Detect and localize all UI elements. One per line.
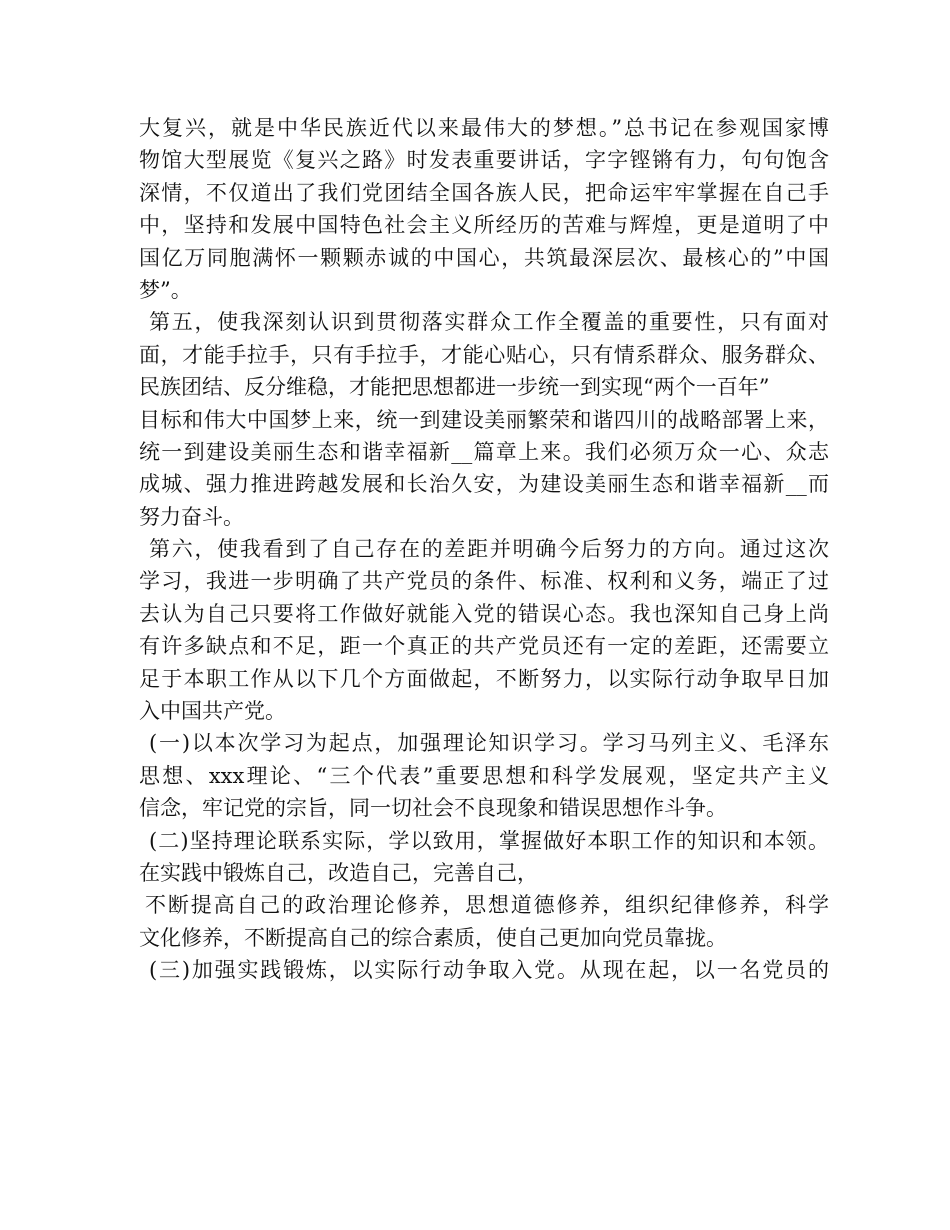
text-line: 中，坚持和发展中国特色社会主义所经历的苦难与辉煌，更是道明了中 bbox=[139, 213, 829, 238]
paragraph-start-line: 不断提高自己的政治理论修养，思想道德修养，组织纪律修养，科学 bbox=[145, 893, 829, 918]
text-line: 思想、xxx理论、“三个代表”重要思想和科学发展观，坚定共产主义 bbox=[139, 763, 829, 788]
text-line: 物馆大型展览《复兴之路》时发表重要讲话，字字铿锵有力，句句饱含 bbox=[139, 148, 829, 173]
paragraph-start-line: (二)坚持理论联系实际，学以致用，掌握做好本职工作的知识和本领。 bbox=[149, 828, 829, 853]
text-line: 在实践中锻炼自己，改造自己，完善自己， bbox=[139, 860, 538, 885]
text-line: 大复兴，就是中华民族近代以来最伟大的梦想。”总书记在参观国家博 bbox=[139, 116, 829, 140]
paragraph-start-line: (一)以本次学习为起点，加强理论知识学习。学习马列主义、毛泽东 bbox=[149, 731, 829, 756]
text-line: 有许多缺点和不足，距一个真正的共产党员还有一定的差距，还需要立 bbox=[139, 634, 829, 659]
text-line: 国亿万同胞满怀一颗颗赤诚的中国心，共筑最深层次、最核心的”中国 bbox=[139, 245, 829, 270]
text-line: 信念，牢记党的宗旨，同一切社会不良现象和错误思想作斗争。 bbox=[139, 796, 727, 821]
text-line: 民族团结、反分维稳，才能把思想都进一步统一到实现“两个一百年” bbox=[139, 375, 770, 400]
paragraph-start-line: (三)加强实践锻炼，以实际行动争取入党。从现在起，以一名党员的 bbox=[149, 958, 829, 983]
text-line: 努力奋斗。 bbox=[139, 504, 244, 529]
text-line: 目标和伟大中国梦上来，统一到建设美丽繁荣和谐四川的战略部署上来， bbox=[139, 407, 829, 432]
text-line: 梦”。 bbox=[139, 277, 192, 302]
text-line: 入中国共产党。 bbox=[139, 699, 286, 724]
text-line: 去认为自己只要将工作做好就能入党的错误心态。我也深知自己身上尚 bbox=[139, 601, 829, 626]
paragraph-start-line: 第六，使我看到了自己存在的差距并明确今后努力的方向。通过这次 bbox=[149, 537, 829, 562]
text-line: 足于本职工作从以下几个方面做起，不断努力，以实际行动争取早日加 bbox=[139, 666, 829, 691]
text-line: 文化修养，不断提高自己的综合素质，使自己更加向党员靠拢。 bbox=[139, 925, 727, 950]
text-line: 深情，不仅道出了我们党团结全国各族人民，把命运牢牢掌握在自己手 bbox=[139, 180, 829, 205]
text-line: 面，才能手拉手，只有手拉手，才能心贴心，只有情系群众、服务群众、 bbox=[139, 342, 829, 367]
text-line: 统一到建设美丽生态和谐幸福新__篇章上来。我们必须万众一心、众志 bbox=[139, 439, 829, 464]
text-line: 学习，我进一步明确了共产党员的条件、标准、权利和义务，端正了过 bbox=[139, 569, 829, 594]
document-body bbox=[139, 112, 829, 987]
text-line: 成城、强力推进跨越发展和长治久安，为建设美丽生态和谐幸福新__而 bbox=[139, 472, 829, 497]
paragraph-start-line: 第五，使我深刻认识到贯彻落实群众工作全覆盖的重要性，只有面对 bbox=[149, 310, 829, 335]
